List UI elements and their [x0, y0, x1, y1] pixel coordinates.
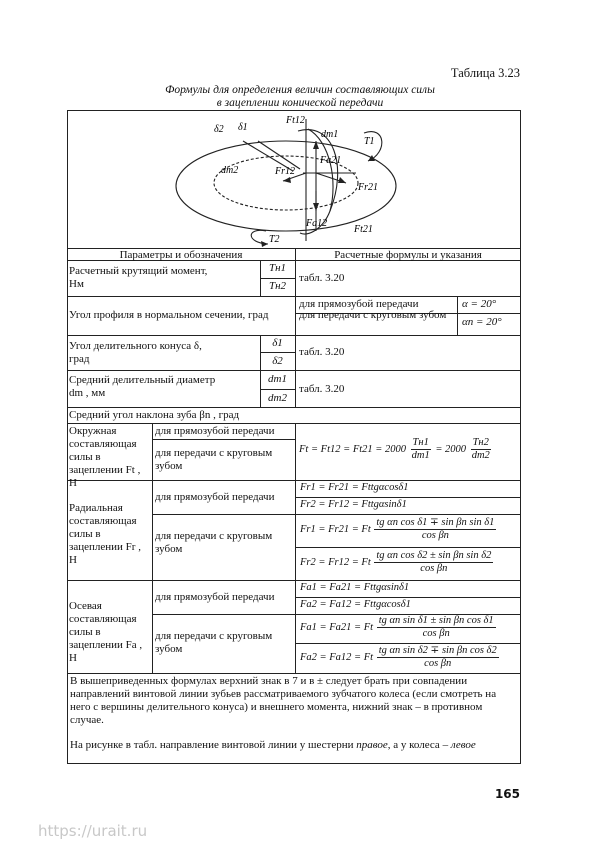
header-formulas: Расчетные формулы и указания [334, 249, 482, 261]
diagram-label-dm2: dm2 [221, 165, 239, 176]
radial-formula-3: Fr1 = Fr21 = Ft $\frac{\text{tg αn cos δ1 ∓ sin βn sin δ1}}{\text{cos βn}}$ [300, 517, 495, 541]
diagram-label-ft21: Ft21 [354, 224, 373, 235]
pitch-cone-symbol-2: δ2 [272, 355, 283, 367]
mean-helix-angle-label: Средний угол наклона зуба βn , град [69, 409, 240, 421]
axial-circular-text: для передачи с круговым зубом [155, 630, 273, 655]
profile-straight-value: α = 20° [462, 298, 497, 310]
diagram-label-fa21: Fa21 [320, 155, 342, 166]
diagram-label-fr21: Fr21 [358, 182, 378, 193]
radial-force-label: Радиальная составляющая силы в зацеплении Fr , Н [69, 502, 141, 566]
profile-straight-text: для прямозубой передачи [299, 298, 419, 310]
profile-circular-text: для передачи с круговым зубом [299, 309, 447, 321]
radial-circular-text: для передачи с круговым зубом [155, 530, 273, 555]
pitch-cone-symbol-1: δ1 [272, 337, 283, 349]
diagram-label-delta1: δ1 [238, 122, 248, 133]
circumferential-formula: Ft = Ft12 = Ft21 = 2000 $\frac{Tн1}{dm1}$ = 2000 $\frac{Tн2}{dm2}$ [299, 437, 490, 461]
radial-formula-1: Fr1 = Fr21 = Fttgαcosδ1 [300, 482, 409, 493]
mean-diameter-reference: табл. 3.20 [299, 383, 345, 395]
diagram-label-t1: T1 [364, 136, 375, 147]
table-caption-line1: Формулы для определения величин составляющих силы [165, 84, 435, 96]
diagram-label-delta2: δ2 [214, 124, 224, 135]
pitch-cone-label: Угол делительного конуса δ, град [69, 340, 202, 365]
pitch-cone-reference: табл. 3.20 [299, 346, 345, 358]
bevel-gear-diagram [68, 111, 520, 248]
torque-label: Расчетный крутящий момент, Нм [69, 265, 208, 290]
mean-diameter-symbol-2: dm2 [268, 392, 287, 404]
radial-formula-2: Fr2 = Fr12 = Fttgαsinδ1 [300, 499, 407, 510]
table-number: Таблица 3.23 [450, 66, 520, 80]
note-helix-direction: На рисунке в табл. направление винтовой линии у шестерни правое, а у колеса – левое [70, 739, 476, 751]
diagram-label-ft12: Ft12 [286, 115, 305, 126]
axial-formula-2: Fa2 = Fa12 = Fttgαcosδ1 [300, 599, 411, 610]
circumferential-circular-text: для передачи с круговым зубом [155, 447, 273, 472]
diagram-label-dm1: dm1 [321, 129, 339, 140]
radial-straight-text: для прямозубой передачи [155, 491, 275, 503]
axial-formula-4: Fa2 = Fa12 = Ft $\frac{\text{tg αn sin δ2 ∓ sin βn cos δ2}}{\text{cos βn}}$ [300, 645, 497, 669]
note-paragraph: В вышеприведенных формулах верхний знак в 7 и в ± следует брать при совпадении направлений винтовой линии зубьев рассматриваемого зубчатого колеса (если смотреть на него с вершины делительного конуса) и внешнего момента, нижний знак – в противном случае. [70, 675, 497, 726]
axial-force-label: Осевая составляющая силы в зацеплении Fa , Н [69, 600, 143, 664]
radial-formula-4: Fr2 = Fr12 = Ft $\frac{\text{tg αn cos δ2 ± sin βn sin δ2}}{\text{cos βn}}$ [300, 550, 492, 574]
table-caption-line2: в зацеплении конической передачи [216, 97, 384, 109]
mean-diameter-symbol-1: dm1 [268, 373, 287, 385]
circumferential-straight-text: для прямозубой передачи [155, 425, 275, 437]
header-params: Параметры и обозначения [119, 249, 243, 261]
diagram-label-fa12: Fa12 [306, 218, 328, 229]
diagram-label-fr12: Fr12 [275, 166, 295, 177]
torque-symbol-1: Tн1 [268, 262, 287, 274]
torque-symbol-2: Tн2 [268, 280, 287, 292]
mean-diameter-label: Средний делительный диаметр dm , мм [69, 374, 216, 399]
watermark-url: https://urait.ru [38, 822, 148, 840]
diagram-label-t2: T2 [269, 234, 280, 245]
axial-formula-3: Fa1 = Fa21 = Ft $\frac{\text{tg αn sin δ1 ± sin βn cos δ1}}{\text{cos βn}}$ [300, 615, 494, 639]
profile-circular-value: αn = 20° [462, 316, 502, 328]
circumferential-force-label: Окружная составляющая силы в зацеплении Ft , Н [69, 425, 141, 489]
axial-formula-1: Fa1 = Fa21 = Fttgαsinδ1 [300, 582, 410, 593]
torque-reference: табл. 3.20 [299, 272, 345, 284]
axial-straight-text: для прямозубой передачи [155, 591, 275, 603]
profile-angle-label: Угол профиля в нормальном сечении, град [69, 309, 269, 321]
page-number: 165 [494, 787, 520, 801]
